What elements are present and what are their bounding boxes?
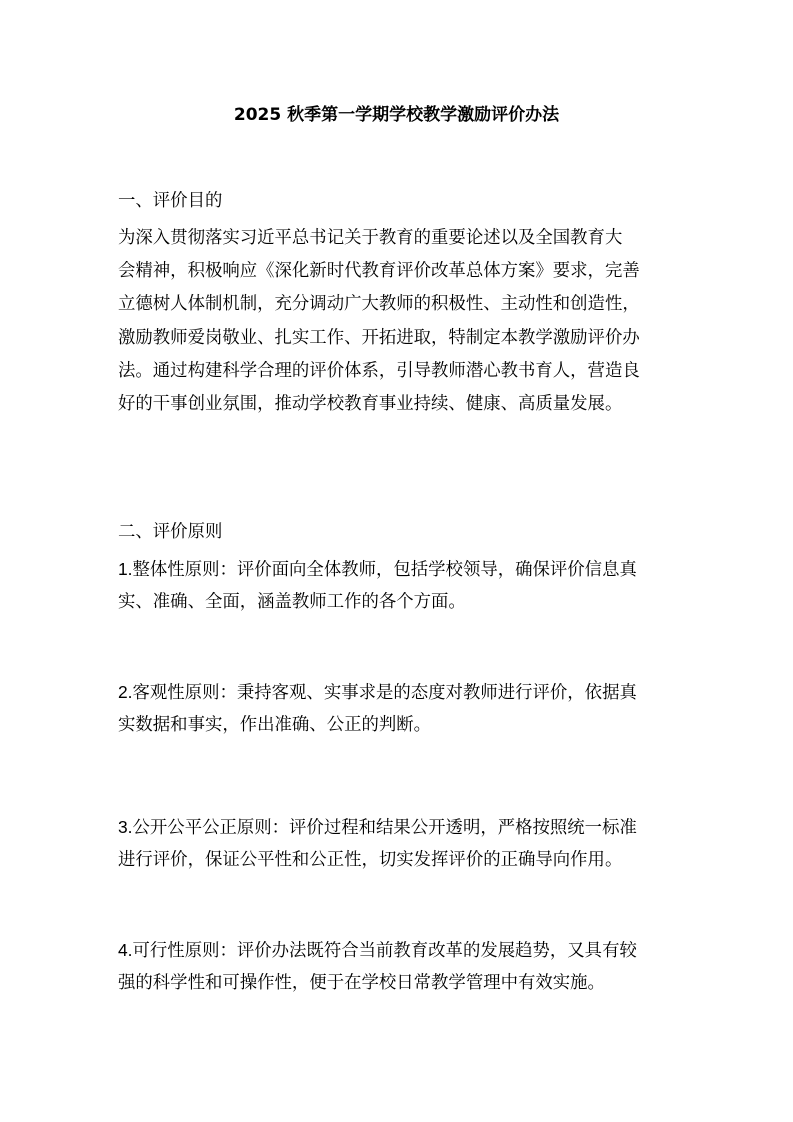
principle-item-2 xyxy=(118,676,678,742)
principle-item-3 xyxy=(118,811,678,877)
section-heading-purpose: 一、评价目的 xyxy=(118,191,223,211)
principle-line: 进行评价，保证公平性和公正性，切实发挥评价的正确导向作用。 xyxy=(118,850,623,871)
item-number: 3. xyxy=(118,817,133,837)
principle-line xyxy=(118,676,678,709)
paragraph-line: 激励教师爱岗敬业、扎实工作、开拓进取，特制定本教学激励评价办 xyxy=(118,327,640,348)
principle-line: 实数据和事实，作出准确、公正的判断。 xyxy=(118,715,432,736)
principle-line: 实、准确、全面，涵盖教师工作的各个方面。 xyxy=(118,592,466,613)
principle-line xyxy=(118,811,678,844)
principle-item-4 xyxy=(118,934,678,1000)
paragraph-line: 好的干事创业氛围，推动学校教育事业持续、健康、高质量发展。 xyxy=(118,393,623,414)
principle-text: 整体性原则：评价面向全体教师，包括学校领导，确保评价信息真 xyxy=(132,560,637,580)
paragraph-line: 会精神，积极响应《深化新时代教育评价改革总体方案》要求，完善 xyxy=(118,261,640,282)
principle-text: 客观性原则：秉持客观、实事求是的态度对教师进行评价，依据真 xyxy=(132,683,637,703)
principle-text: 公开公平公正原则：评价过程和结果公开透明，严格按照统一标准 xyxy=(132,818,637,838)
paragraph-purpose xyxy=(118,222,678,421)
item-number: 1. xyxy=(118,559,133,579)
principle-line: 强的科学性和可操作性，便于在学校日常教学管理中有效实施。 xyxy=(118,973,605,994)
item-number: 4. xyxy=(118,940,133,960)
document-title: 2025 秋季第一学期学校教学激励评价办法 xyxy=(233,105,560,125)
section-heading-principles: 二、评价原则 xyxy=(118,522,223,542)
principle-item-1 xyxy=(118,553,678,619)
principle-line xyxy=(118,934,678,967)
item-number: 2. xyxy=(118,682,133,702)
paragraph-line: 法。通过构建科学合理的评价体系，引导教师潜心教书育人，营造良 xyxy=(118,360,640,381)
paragraph-line: 为深入贯彻落实习近平总书记关于教育的重要论述以及全国教育大 xyxy=(118,228,623,248)
principle-line xyxy=(118,553,678,586)
paragraph-line: 立德树人体制机制，充分调动广大教师的积极性、主动性和创造性， xyxy=(118,294,640,315)
principle-text: 可行性原则：评价办法既符合当前教育改革的发展趋势，又具有较 xyxy=(132,941,637,961)
